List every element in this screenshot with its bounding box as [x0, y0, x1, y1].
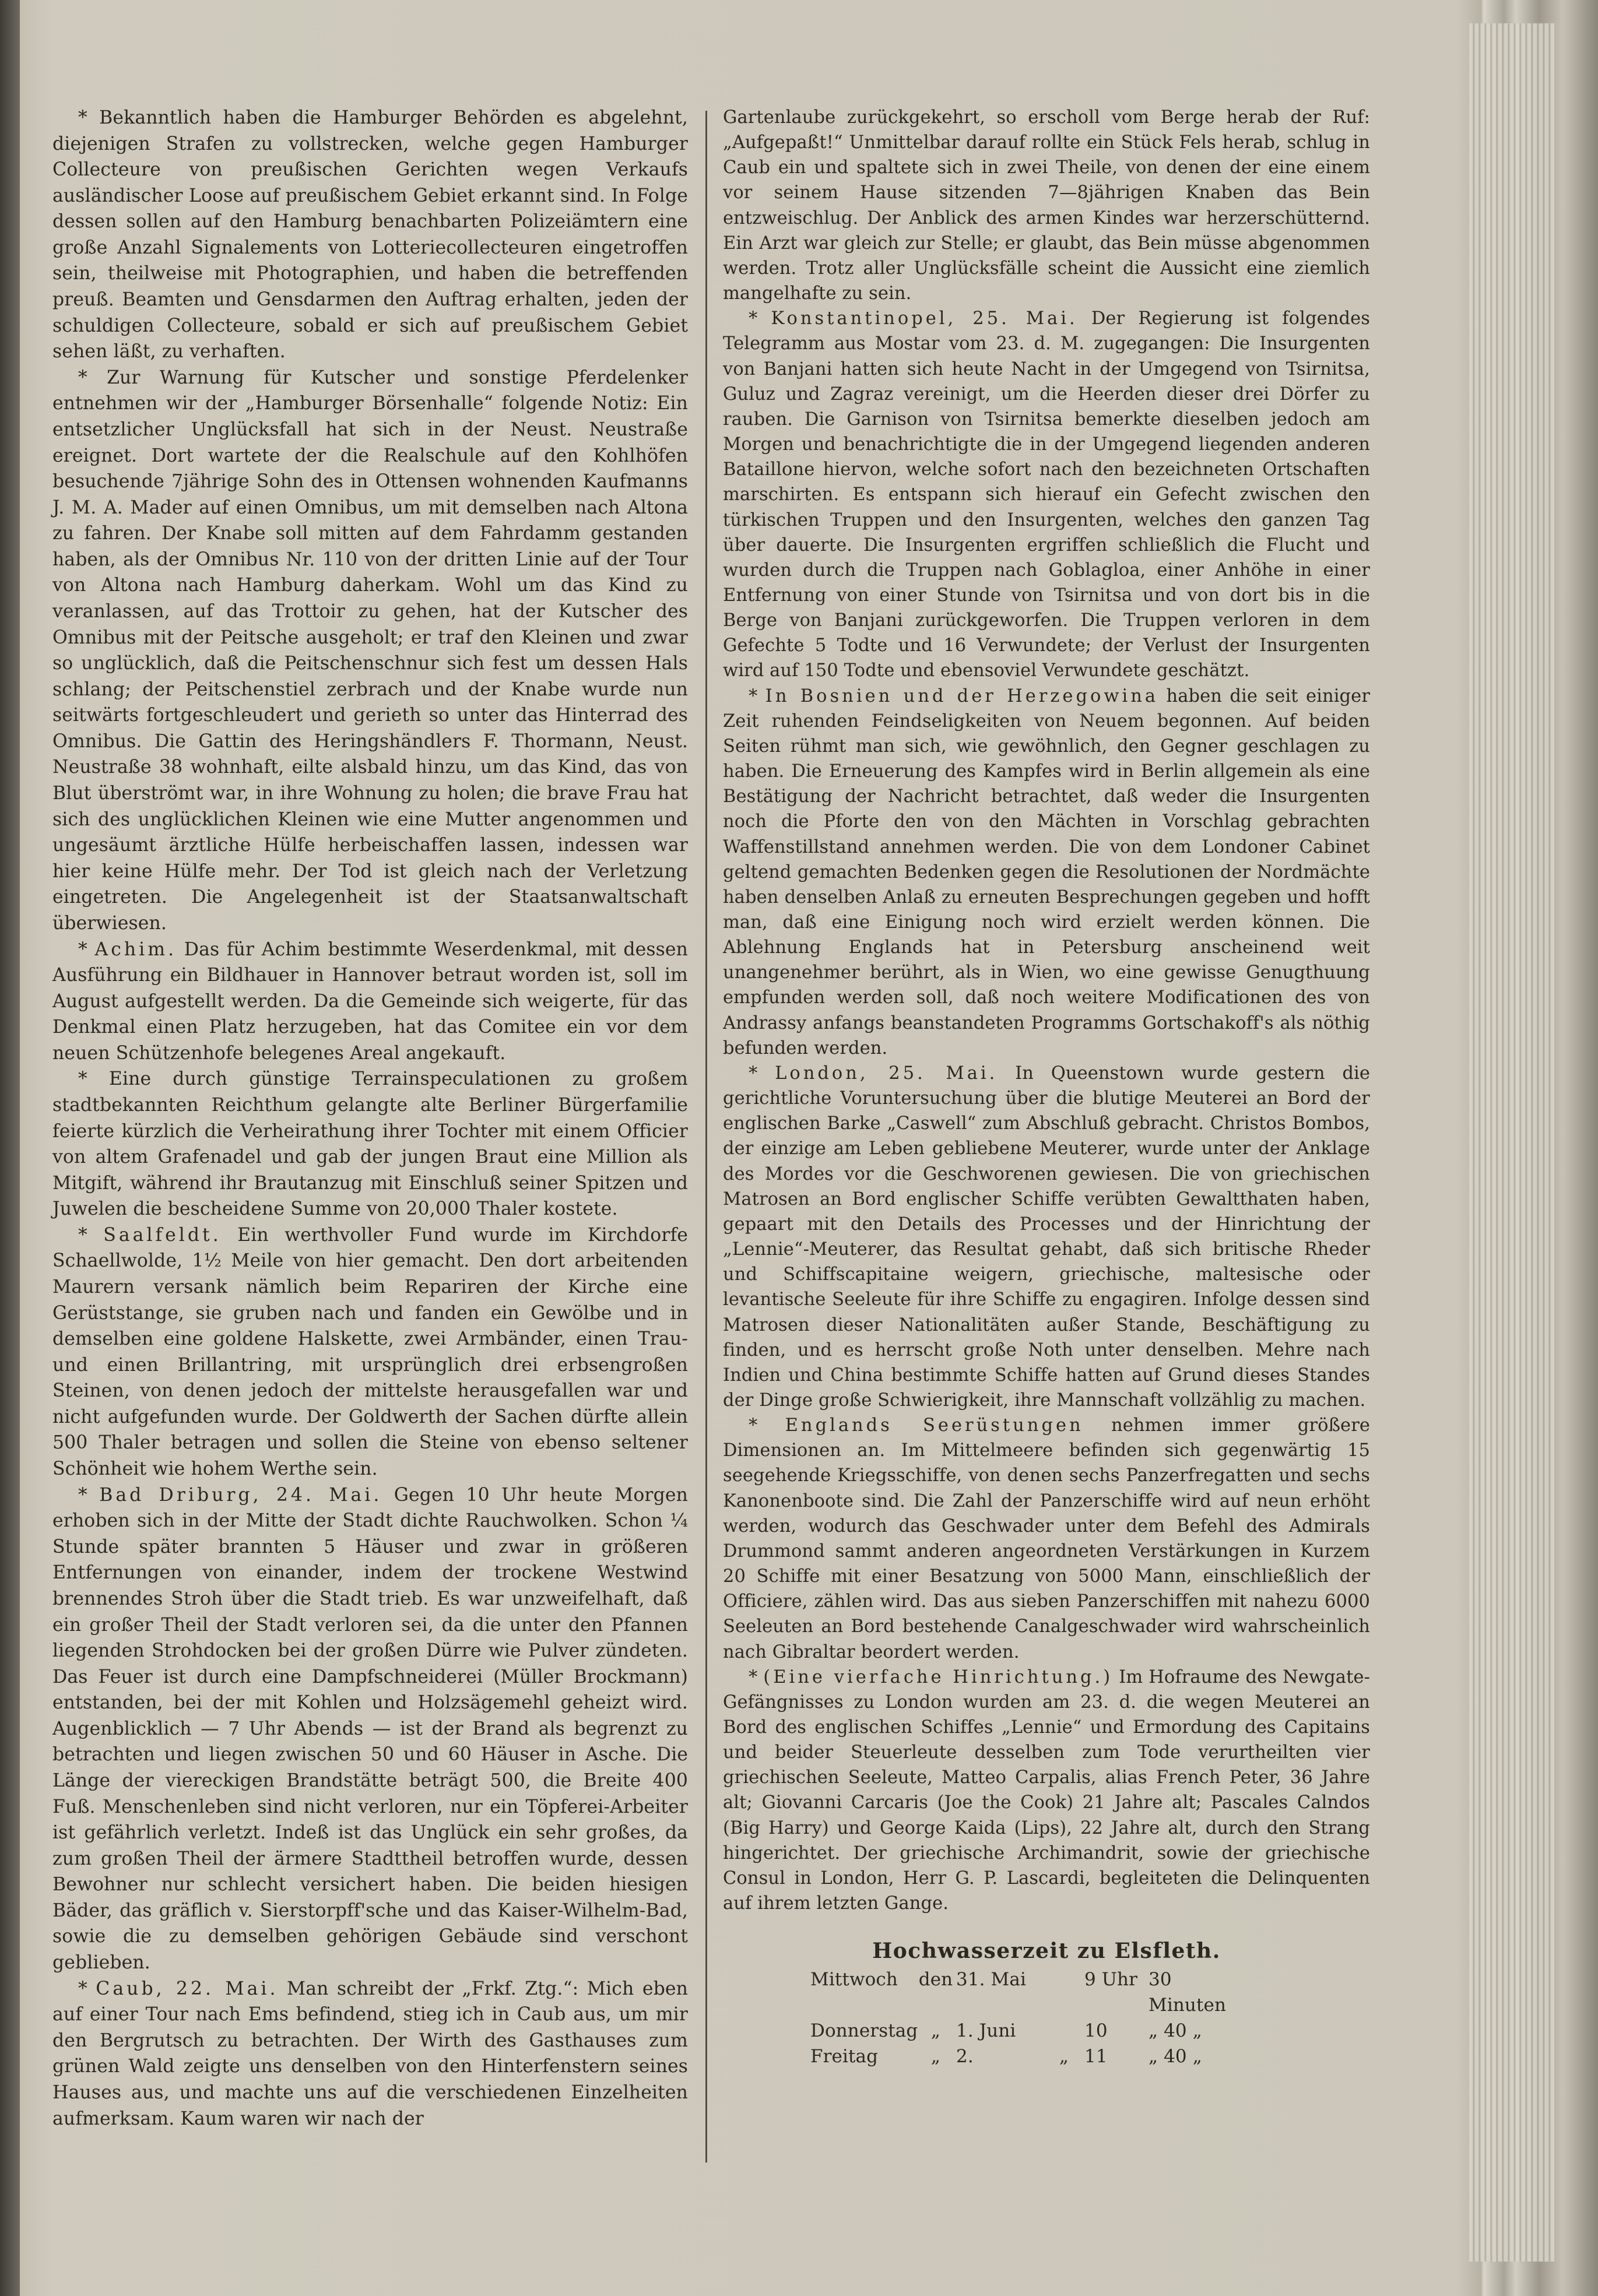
news-item [52, 365, 688, 937]
news-item [723, 1665, 1370, 1917]
news-item-headline: Englands Seerüstungen [785, 1415, 1084, 1436]
news-item-text: haben die seit einiger Zeit ruhenden Feindseligkeiten von Neuem begonnen. Auf beiden Seiten rühmt man sich, wie gewöhnlich, den Gegner geschlagen zu haben. Die Erneuerung des Kampfes wird in Berlin allgemein als eine Bestätigung der Nachricht betrachtet, daß weder die Insurgenten noch die Pforte den von den Mächten in Vorschlag gebrachten Waffenstillstand annehmen werden. Die von dem Londoner Cabinet geltend gemachten Bedenken gegen die Resolutionen der Nordmächte haben denselben Anlaß zu erneuten Besprechungen gegeben und hofft man, daß eine Einigung noch wird erzielt werden können. Die Ablehnung Englands hat in Petersburg anscheinend weit unangenehmer berührt, als in Wien, wo eine gewisse Genugthuung empfunden werden soll, daß noch weitere Modificationen des von Andrassy anfangs beanstandeten Programms Gortschakoff's als nöthig befunden werden. [723, 685, 1371, 1059]
news-item-text: Zur Warnung für Kutscher und sonstige Pferdelenker entnehmen wir der „Hamburger Börsenhalle“ folgende Notiz: Ein entsetzlicher Unglücksfall hat sich in der Neust. Neustraße ereignet. Dort wartete der die Realschule auf den Kohlhöfen besuchende 7jährige Sohn des in Ottensen wohnenden Kaufmanns J. M. A. Mader auf einen Omnibus, um mit demselben nach Altona zu fahren. Der Knabe soll mitten auf dem Fahrdamm gestanden haben, als der Omnibus Nr. 110 von der dritten Linie auf der Tour von Altona nach Hamburg daherkam. Wohl um das Kind zu veranlassen, auf das Trottoir zu gehen, hat der Kutscher des Omnibus mit der Peitsche ausgeholt; er traf den Kleinen und zwar so unglücklich, daß die Peitschenschnur sich fest um dessen Hals schlang; der Peitschenstiel zerbrach und der Knabe wurde nun seitwärts fortgeschleudert und gerieth so unter das Hinterrad des Omnibus. Die Gattin des Heringshändlers F. Thormann, Neust. Neustraße 38 wohnhaft, eilte alsbald hinzu, um das Kind, das von Blut überströmt war, in ihre Wohnung zu holen; die brave Frau hat sich des unglücklichen Kleinen wie eine Mutter angenommen und ungesäumt ärztliche Hülfe herbeischaffen lassen, indessen war hier keine Hülfe mehr. Der Tod ist gleich nach der Verletzung eingetreten. Die Angelegenheit ist der Staatsanwaltschaft überwiesen. [52, 367, 688, 934]
tide-hour: 11 [1084, 2045, 1108, 2067]
tide-mark: „ [1059, 2045, 1069, 2067]
news-item [52, 1482, 688, 1976]
page-edges [1469, 23, 1557, 2262]
news-item-headline: London, 25. Mai. [775, 1063, 998, 1084]
tide-hour: 9 Uhr [1084, 1968, 1137, 1990]
news-item-marker: * [78, 1068, 87, 1090]
tide-hour: 10 [1084, 2020, 1108, 2041]
tide-separator: den [918, 1968, 953, 1990]
tide-date: 2. [956, 2045, 974, 2067]
tide-day: Freitag [810, 2045, 879, 2067]
news-item-text: In Queenstown wurde gestern die gerichtliche Voruntersuchung über die blutige Meuterei an Bord der englischen Barke „Caswell“ zum Abschluß gebracht. Christos Bombos, der einzige am Leben gebliebene Meuterer, wurde unter der Anklage des Mordes vor die Geschworenen gewiesen. Die von griechischen Matrosen an Bord englischer Schiffe verübten Gewaltthaten haben, gepaart mit den Details des Processes und der Hinrichtung der „Lennie“-Meuterer, das Resultat gehabt, daß sich britische Rheder und Schiffscapitaine weigern, griechische, maltesische oder levantische Seeleute für ihre Schiffe zu engagiren. Infolge dessen sind Matrosen dieser Nationalitäten außer Stande, Beschäftigung zu finden, und es herrscht große Noth unter denselben. Mehre nach Indien und China bestimmte Schiffe hatten auf Grund dieses Standes der Dinge große Schwierigkeit, ihre Mannschaft vollzählig zu machen. [723, 1063, 1371, 1411]
tide-row [723, 2018, 1370, 2044]
news-item-text: Im Hofraume des Newgate-Gefängnisses zu London wurden am 23. d. die wegen Meuterei an Bord des englischen Schiffes „Lennie“ und Ermordung des Capitains und beider Steuerleute desselben zum Tode verurtheilten vier griechischen Seeleute, Matteo Carpalis, alias French Peter, 36 Jahre alt; Giovanni Carcaris (Joe the Cook) 21 Jahre alt; Pascales Calndos (Big Harry) und George Kaida (Lips), 22 Jahre alt, durch den Strang hingerichtet. Der griechische Archimandrit, sowie der griechische Consul in London, Herr G. P. Lascardi, begleiteten die Delinquenten auf ihrem letzten Gange. [723, 1666, 1370, 1914]
news-item [723, 306, 1370, 683]
news-item-marker: * [749, 1415, 758, 1436]
news-item-marker: * [78, 367, 87, 388]
tide-table [723, 1938, 1370, 2069]
news-item-marker: * [78, 1224, 87, 1246]
right-column [723, 105, 1370, 1916]
news-item-marker: * [78, 107, 87, 128]
newspaper-page [47, 87, 1457, 2244]
tide-date: 31. Mai [956, 1968, 1026, 1990]
tide-table-title: Hochwasserzeit zu Elsfleth. [872, 1939, 1221, 1963]
tide-row [723, 2044, 1370, 2069]
news-item [52, 1222, 688, 1482]
news-item-marker: * [78, 938, 87, 960]
column-rule [705, 111, 707, 2163]
news-item-marker: * [749, 308, 758, 329]
tide-separator: „ [930, 2020, 941, 2041]
tide-mark [1044, 1967, 1084, 2018]
tide-separator: „ [930, 2045, 941, 2067]
news-item [723, 1413, 1370, 1665]
news-item [723, 684, 1370, 1061]
tide-minutes: „ 40 „ [1149, 2045, 1202, 2067]
tide-minutes: 30 Minuten [1149, 1968, 1227, 2016]
news-item-text: Bekanntlich haben die Hamburger Behörden es abgelehnt, diejenigen Strafen zu vollstrecken, welche gegen Hamburger Collecteure von preußischen Gerichten wegen Verkaufs ausländischer Loose auf preußischem Gebiet erkannt sind. In Folge dessen sollen auf den Hamburg benachbarten Polizeiämtern eine große Anzahl Signalements von Lotteriecollecteuren eingetroffen sein, theilweise mit Photographien, und haben die betreffenden preuß. Beamten und Gensdarmen den Auftrag erhalten, jeden der schuldigen Collecteure, sobald er sich auf preußischem Gebiet sehen läßt, zu verhaften. [52, 107, 688, 363]
news-item-text: Eine durch günstige Terrainspeculationen zu großem stadtbekannten Reichthum gelangte alte Berliner Bürgerfamilie feierte kürzlich die Verheirathung ihrer Tochter mit einem Officier von altem Grafenadel und gab der jungen Braut eine Million als Mitgift, während ihr Brautanzug mit Einschluß seiner Spitzen und Juwelen die bescheidene Summe von 20,000 Thaler kostete. [52, 1068, 688, 1220]
news-item-headline: Konstantinopel, 25. Mai. [771, 308, 1078, 329]
news-item-headline: Achim. [94, 938, 177, 960]
news-item-text: Der Regierung ist folgendes Telegramm aus Mostar vom 23. d. M. zugegangen: Die Insurgenten von Banjani hatten sich heute Nacht in der Umgegend von Tsirnitsa, Guluz und Zagraz vereinigt, um die Heerden dieser drei Dörfer zu rauben. Die Garnison von Tsirnitsa bemerkte dieselben jedoch am Morgen und benachrichtigte die in der Umgegend liegenden anderen Bataillone hiervon, welche sofort nach den bezeichneten Ortschaften marschirten. Es entspann sich hierauf ein Gefecht zwischen den türkischen Truppen und den Insurgenten, welches den ganzen Tag über dauerte. Die Insurgenten ergriffen schließlich die Flucht und wurden durch die Truppen nach Goblagloa, einer Anhöhe in einer Entfernung von einer Stunde von Tsirnitsa und von dort bis in die Berge von Banjani zurückgeworfen. Die Truppen verloren in dem Gefechte 5 Todte und 16 Verwundete; der Verlust der Insurgenten wird auf 150 Todte und ebensoviel Verwundete geschätzt. [723, 308, 1370, 681]
news-item-text: Das für Achim bestimmte Weserdenkmal, mit dessen Ausführung ein Bildhauer in Hannover betraut worden ist, soll im August aufgestellt werden. Da die Gemeinde sich weigerte, für das Denkmal einen Platz herzugeben, hat das Comitee ein vor dem neuen Schützenhofe belegenes Areal angekauft. [52, 938, 688, 1064]
news-item-headline: In Bosnien und der Herzegowina [765, 685, 1159, 706]
tide-mark [1044, 2018, 1084, 2044]
news-item-text: Man schreibt der „Frkf. Ztg.“: Mich eben auf einer Tour nach Ems befindend, stieg ich in Caub aus, um mir den Bergrutsch zu betrachten. Der Wirth des Gasthauses zum grünen Wald zeigte uns denselben von den Hinterfenstern seines Hauses aus, und machte uns auf die verschiedenen Einzelheiten aufmerksam. Kaum waren wir nach der [52, 1978, 688, 2129]
news-item [52, 1066, 688, 1222]
news-item-text: Gartenlaube zurückgekehrt, so erscholl vom Berge herab der Ruf: „Aufgepaßt!“ Unmittelbar darauf rollte ein Stück Fels herab, schlug in Caub ein und spaltete sich in zwei Theile, von denen der eine einem vor seinem Hause sitzenden 7—8jährigen Knaben das Bein entzweischlug. Der Anblick des armen Kindes war herzerschütternd. Ein Arzt war gleich zur Stelle; er glaubt, das Bein müsse abgenommen werden. Trotz aller Unglücksfälle scheint die Aussicht eine ziemlich mangelhafte zu sein. [723, 107, 1370, 304]
tide-date: 1. Juni [956, 2020, 1016, 2041]
news-item [52, 937, 688, 1067]
news-item-headline: Caub, 22. Mai. [96, 1978, 279, 1999]
news-item [723, 105, 1370, 306]
news-item [52, 1976, 688, 2132]
tide-row [723, 1967, 1370, 2018]
news-item-marker: * [749, 1666, 758, 1687]
tide-day: Donnerstag [810, 2020, 918, 2041]
news-item [723, 1061, 1370, 1413]
left-column [52, 105, 688, 2132]
news-item-headline: Bad Driburg, 24. Mai. [99, 1484, 382, 1506]
book-gutter [0, 0, 20, 2296]
news-item-marker: * [78, 1978, 87, 1999]
news-item-marker: * [78, 1484, 87, 1506]
news-item-marker: * [749, 685, 758, 706]
news-item-text: Ein werthvoller Fund wurde im Kirchdorfe Schaellwolde, 1½ Meile von hier gemacht. Den dort arbeitenden Maurern versank nämlich beim Repariren der Kirche eine Gerüststange, sie gruben nach und fanden ein Gewölbe und in demselben eine goldene Halskette, zwei Armbänder, einen Trau- und einen Brillantring, mit ursprünglich drei erbsengroßen Steinen, von denen jedoch der mittelste herausgefallen war und nicht aufgefunden wurde. Der Goldwerth der Sachen dürfte allein 500 Thaler betragen und sollen die Steine von ebenso seltener Schönheit wie hohem Werthe sein. [52, 1224, 688, 1480]
news-item-marker: * [749, 1063, 758, 1084]
news-item-headline: (Eine vierfache Hinrichtung.) [763, 1666, 1114, 1687]
tide-day: Mittwoch [810, 1968, 898, 1990]
news-item-headline: Saalfeldt. [103, 1224, 222, 1246]
news-item-text: nehmen immer größere Dimensionen an. Im Mittelmeere befinden sich gegenwärtig 15 seegehende Kriegsschiffe, von denen sechs Panzerfregatten und sechs Kanonenboote sind. Die Zahl der Panzerschiffe wird auf neun erhöht werden, wodurch das Geschwader unter dem Befehl des Admirals Drummond sammt anderen angeordneten Verstärkungen in Kurzem 20 Schiffe mit einer Besatzung von 5000 Mann, einschließlich der Officiere, zählen wird. Das aus sieben Panzerschiffen mit nahezu 6000 Seeleuten an Bord bestehende Canalgeschwader wird wahrscheinlich nach Gibraltar beordert werden. [723, 1415, 1371, 1662]
news-item [52, 105, 688, 365]
news-item-text: Gegen 10 Uhr heute Morgen erhoben sich in der Mitte der Stadt dichte Rauchwolken. Schon ¼ Stunde später brannten 5 Häuser und zwar in größeren Entfernungen von einander, indem der trockene Westwind brennendes Stroh über die Stadt trieb. Es war unzweifelhaft, daß ein großer Theil der Stadt verloren sei, da die unter den Pfannen liegenden Strohdocken bei der großen Dürre wie Pulver zündeten. Das Feuer ist durch eine Dampfschneiderei (Müller Brockmann) entstanden, bei der mit Kohlen und Holzsägemehl geheizt wird. Augenblicklich — 7 Uhr Abends — ist der Brand als begrenzt zu betrachten und liegen zwischen 50 und 60 Häuser in Asche. Die Länge der viereckigen Brandstätte beträgt 500, die Breite 400 Fuß. Menschenleben sind nicht verloren, nur ein Töpferei-Arbeiter ist gefährlich verletzt. Indeß ist das Unglück ein sehr großes, da zum großen Theil der ärmere Stadttheil betroffen wurde, dessen Bewohner nur schlecht versichert haben. Die beiden hiesigen Bäder, das gräflich v. Sierstorpff'sche und das Kaiser-Wilhelm-Bad, sowie die zu demselben gehörigen Gebäude sind verschont geblieben. [52, 1484, 688, 1974]
tide-minutes: „ 40 „ [1149, 2020, 1202, 2041]
tide-table-rows [723, 1967, 1370, 2069]
